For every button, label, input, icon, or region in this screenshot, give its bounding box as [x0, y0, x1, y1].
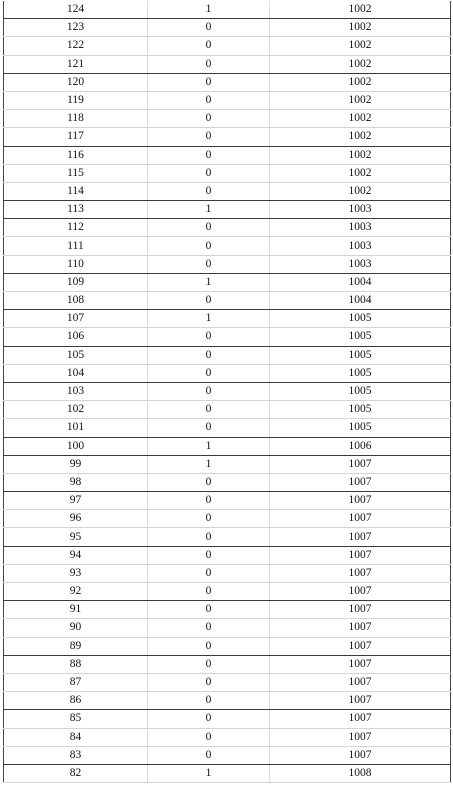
- flag-cell: 0: [148, 564, 270, 582]
- row-index-cell: 123: [4, 19, 148, 37]
- group-code-cell: 1002: [270, 146, 451, 164]
- flag-cell: 1: [148, 1, 270, 19]
- group-code-cell: 1007: [270, 528, 451, 546]
- group-code-cell: 1007: [270, 637, 451, 655]
- table-row: [4, 201, 451, 219]
- group-code-cell: 1006: [270, 437, 451, 455]
- row-index-cell: 122: [4, 37, 148, 55]
- table-row: [4, 128, 451, 146]
- group-code-cell: 1007: [270, 710, 451, 728]
- table-row: [4, 182, 451, 200]
- group-code-cell: 1003: [270, 219, 451, 237]
- row-index-cell: 118: [4, 110, 148, 128]
- table-row: [4, 55, 451, 73]
- table-row: [4, 273, 451, 291]
- table-row: [4, 583, 451, 601]
- table-row: [4, 73, 451, 91]
- row-index-cell: 111: [4, 237, 148, 255]
- group-code-cell: 1007: [270, 546, 451, 564]
- group-code-cell: 1008: [270, 764, 451, 782]
- row-index-cell: 95: [4, 528, 148, 546]
- flag-cell: 0: [148, 673, 270, 691]
- flag-cell: 1: [148, 273, 270, 291]
- table-row: [4, 601, 451, 619]
- flag-cell: 0: [148, 510, 270, 528]
- row-index-cell: 106: [4, 328, 148, 346]
- row-index-cell: 120: [4, 73, 148, 91]
- flag-cell: 0: [148, 728, 270, 746]
- flag-cell: 0: [148, 110, 270, 128]
- row-index-cell: 119: [4, 91, 148, 109]
- row-index-cell: 108: [4, 292, 148, 310]
- table-row: [4, 655, 451, 673]
- row-index-cell: 85: [4, 710, 148, 728]
- group-code-cell: 1007: [270, 473, 451, 491]
- group-code-cell: 1005: [270, 382, 451, 400]
- group-code-cell: 1005: [270, 346, 451, 364]
- table-row: [4, 728, 451, 746]
- row-index-cell: 121: [4, 55, 148, 73]
- row-index-cell: 87: [4, 673, 148, 691]
- flag-cell: 0: [148, 91, 270, 109]
- group-code-cell: 1002: [270, 19, 451, 37]
- row-index-cell: 100: [4, 437, 148, 455]
- row-index-cell: 114: [4, 182, 148, 200]
- flag-cell: 1: [148, 310, 270, 328]
- flag-cell: 0: [148, 382, 270, 400]
- flag-cell: 0: [148, 601, 270, 619]
- flag-cell: 0: [148, 164, 270, 182]
- table-row: [4, 564, 451, 582]
- table-row: [4, 455, 451, 473]
- row-index-cell: 89: [4, 637, 148, 655]
- table-row: [4, 255, 451, 273]
- row-index-cell: 96: [4, 510, 148, 528]
- flag-cell: 0: [148, 473, 270, 491]
- row-index-cell: 107: [4, 310, 148, 328]
- group-code-cell: 1002: [270, 91, 451, 109]
- row-index-cell: 102: [4, 401, 148, 419]
- group-code-cell: 1007: [270, 492, 451, 510]
- flag-cell: 0: [148, 710, 270, 728]
- flag-cell: 0: [148, 255, 270, 273]
- group-code-cell: 1007: [270, 583, 451, 601]
- flag-cell: 1: [148, 437, 270, 455]
- row-index-cell: 98: [4, 473, 148, 491]
- table-row: [4, 1, 451, 19]
- table-row: [4, 346, 451, 364]
- row-index-cell: 97: [4, 492, 148, 510]
- flag-cell: 0: [148, 55, 270, 73]
- flag-cell: 0: [148, 637, 270, 655]
- flag-cell: 0: [148, 19, 270, 37]
- group-code-cell: 1002: [270, 182, 451, 200]
- flag-cell: 0: [148, 528, 270, 546]
- table-row: [4, 164, 451, 182]
- row-index-cell: 82: [4, 764, 148, 782]
- group-code-cell: 1002: [270, 128, 451, 146]
- flag-cell: 0: [148, 128, 270, 146]
- group-code-cell: 1007: [270, 564, 451, 582]
- group-code-cell: 1005: [270, 310, 451, 328]
- flag-cell: 0: [148, 692, 270, 710]
- row-index-cell: 92: [4, 583, 148, 601]
- flag-cell: 1: [148, 764, 270, 782]
- row-index-cell: 117: [4, 128, 148, 146]
- table-row: [4, 673, 451, 691]
- table-row: [4, 146, 451, 164]
- group-code-cell: 1007: [270, 510, 451, 528]
- table-row: [4, 437, 451, 455]
- group-code-cell: 1005: [270, 364, 451, 382]
- row-index-cell: 90: [4, 619, 148, 637]
- group-code-cell: 1007: [270, 728, 451, 746]
- flag-cell: 0: [148, 364, 270, 382]
- group-code-cell: 1002: [270, 37, 451, 55]
- group-code-cell: 1002: [270, 55, 451, 73]
- row-index-cell: 86: [4, 692, 148, 710]
- flag-cell: 0: [148, 146, 270, 164]
- flag-cell: 0: [148, 655, 270, 673]
- flag-cell: 0: [148, 619, 270, 637]
- table-row: [4, 546, 451, 564]
- table-row: [4, 19, 451, 37]
- table-row: [4, 401, 451, 419]
- group-code-cell: 1003: [270, 255, 451, 273]
- row-index-cell: 93: [4, 564, 148, 582]
- flag-cell: 1: [148, 455, 270, 473]
- group-code-cell: 1002: [270, 1, 451, 19]
- flag-cell: 0: [148, 73, 270, 91]
- group-code-cell: 1003: [270, 201, 451, 219]
- row-index-cell: 112: [4, 219, 148, 237]
- group-code-cell: 1007: [270, 601, 451, 619]
- row-index-cell: 101: [4, 419, 148, 437]
- row-index-cell: 84: [4, 728, 148, 746]
- flag-cell: 0: [148, 237, 270, 255]
- row-index-cell: 103: [4, 382, 148, 400]
- table-row: [4, 473, 451, 491]
- table-row: [4, 292, 451, 310]
- flag-cell: 1: [148, 201, 270, 219]
- group-code-cell: 1005: [270, 401, 451, 419]
- group-code-cell: 1003: [270, 237, 451, 255]
- group-code-cell: 1005: [270, 419, 451, 437]
- row-index-cell: 124: [4, 1, 148, 19]
- group-code-cell: 1004: [270, 292, 451, 310]
- row-index-cell: 94: [4, 546, 148, 564]
- group-code-cell: 1007: [270, 655, 451, 673]
- table-row: [4, 419, 451, 437]
- row-index-cell: 99: [4, 455, 148, 473]
- flag-cell: 0: [148, 583, 270, 601]
- group-code-cell: 1007: [270, 746, 451, 764]
- flag-cell: 0: [148, 219, 270, 237]
- flag-cell: 0: [148, 419, 270, 437]
- row-index-cell: 116: [4, 146, 148, 164]
- row-index-cell: 104: [4, 364, 148, 382]
- table-row: [4, 110, 451, 128]
- flag-cell: 0: [148, 546, 270, 564]
- table-row: [4, 328, 451, 346]
- table-row: [4, 637, 451, 655]
- group-code-cell: 1002: [270, 73, 451, 91]
- table-row: [4, 37, 451, 55]
- table-row: [4, 764, 451, 782]
- row-index-cell: 105: [4, 346, 148, 364]
- flag-cell: 0: [148, 292, 270, 310]
- group-code-cell: 1002: [270, 110, 451, 128]
- table-row: [4, 91, 451, 109]
- group-code-cell: 1007: [270, 455, 451, 473]
- row-index-cell: 113: [4, 201, 148, 219]
- row-index-cell: 83: [4, 746, 148, 764]
- table-row: [4, 237, 451, 255]
- flag-cell: 0: [148, 492, 270, 510]
- flag-cell: 0: [148, 37, 270, 55]
- table-row: [4, 510, 451, 528]
- data-table: [3, 1, 451, 783]
- row-index-cell: 115: [4, 164, 148, 182]
- group-code-cell: 1002: [270, 164, 451, 182]
- flag-cell: 0: [148, 346, 270, 364]
- flag-cell: 0: [148, 328, 270, 346]
- group-code-cell: 1004: [270, 273, 451, 291]
- table-row: [4, 746, 451, 764]
- group-code-cell: 1007: [270, 673, 451, 691]
- table-row: [4, 492, 451, 510]
- flag-cell: 0: [148, 746, 270, 764]
- row-index-cell: 91: [4, 601, 148, 619]
- row-index-cell: 109: [4, 273, 148, 291]
- table-row: [4, 528, 451, 546]
- table-row: [4, 364, 451, 382]
- group-code-cell: 1007: [270, 619, 451, 637]
- table-row: [4, 382, 451, 400]
- row-index-cell: 88: [4, 655, 148, 673]
- row-index-cell: 110: [4, 255, 148, 273]
- flag-cell: 0: [148, 401, 270, 419]
- table-row: [4, 710, 451, 728]
- group-code-cell: 1005: [270, 328, 451, 346]
- flag-cell: 0: [148, 182, 270, 200]
- table-row: [4, 219, 451, 237]
- table-row: [4, 619, 451, 637]
- table-row: [4, 310, 451, 328]
- table-body: [4, 1, 451, 783]
- group-code-cell: 1007: [270, 692, 451, 710]
- table-row: [4, 692, 451, 710]
